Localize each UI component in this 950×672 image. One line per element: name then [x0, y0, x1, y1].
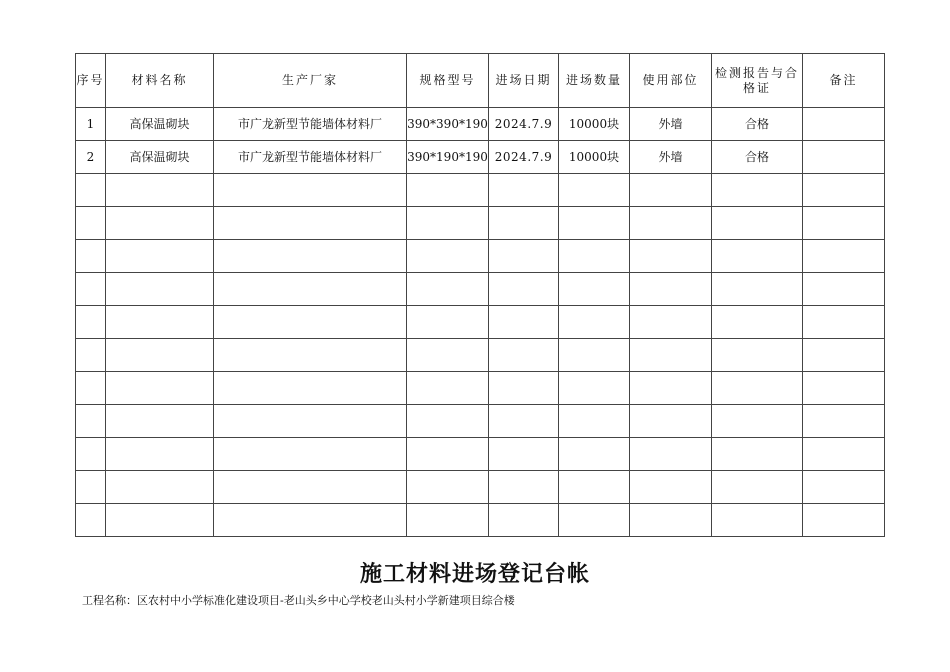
header-date: 进场日期: [489, 54, 559, 108]
empty-cell: [803, 240, 885, 273]
empty-cell: [712, 273, 803, 306]
ledger-body: [76, 108, 885, 537]
empty-cell: [106, 504, 214, 537]
empty-cell: [489, 273, 559, 306]
empty-cell: [803, 471, 885, 504]
empty-cell: [803, 504, 885, 537]
empty-cell: [76, 207, 106, 240]
empty-cell: [712, 306, 803, 339]
empty-cell: [76, 471, 106, 504]
empty-cell: [712, 174, 803, 207]
material-ledger-table: [75, 53, 885, 537]
empty-cell: [559, 405, 630, 438]
header-remark: 备注: [803, 54, 885, 108]
empty-cell: [630, 504, 712, 537]
cell-report: 合格: [712, 141, 803, 174]
empty-cell: [630, 306, 712, 339]
empty-cell: [489, 372, 559, 405]
empty-cell: [214, 405, 407, 438]
empty-cell: [106, 339, 214, 372]
empty-cell: [214, 174, 407, 207]
empty-cell: [106, 438, 214, 471]
empty-row: [76, 273, 885, 306]
empty-cell: [803, 339, 885, 372]
empty-cell: [76, 240, 106, 273]
empty-cell: [712, 372, 803, 405]
empty-cell: [407, 240, 489, 273]
empty-cell: [214, 372, 407, 405]
empty-cell: [630, 240, 712, 273]
empty-cell: [803, 306, 885, 339]
empty-cell: [489, 471, 559, 504]
empty-cell: [214, 240, 407, 273]
empty-cell: [489, 438, 559, 471]
empty-row: [76, 471, 885, 504]
cell-spec: 390*190*190: [407, 141, 489, 174]
project-name: 工程名称：区农村中小学标准化建设项目-老山头乡中心学校老山头村小学新建项目综合楼: [82, 594, 515, 607]
empty-cell: [803, 438, 885, 471]
empty-cell: [712, 438, 803, 471]
empty-cell: [712, 504, 803, 537]
empty-cell: [712, 471, 803, 504]
empty-cell: [559, 240, 630, 273]
header-row: [76, 54, 885, 108]
empty-cell: [803, 174, 885, 207]
cell-remark: [803, 108, 885, 141]
empty-cell: [489, 306, 559, 339]
empty-cell: [76, 372, 106, 405]
empty-cell: [630, 471, 712, 504]
empty-cell: [630, 438, 712, 471]
header-location: 使用部位: [630, 54, 712, 108]
empty-cell: [712, 405, 803, 438]
empty-cell: [559, 438, 630, 471]
empty-row: [76, 405, 885, 438]
empty-cell: [489, 405, 559, 438]
empty-cell: [214, 306, 407, 339]
empty-cell: [106, 174, 214, 207]
empty-cell: [106, 471, 214, 504]
empty-cell: [214, 273, 407, 306]
empty-cell: [106, 240, 214, 273]
header-manufacturer: 生产厂家: [214, 54, 407, 108]
empty-cell: [76, 273, 106, 306]
empty-cell: [559, 174, 630, 207]
empty-row: [76, 207, 885, 240]
empty-row: [76, 339, 885, 372]
empty-row: [76, 438, 885, 471]
empty-cell: [489, 174, 559, 207]
empty-cell: [803, 405, 885, 438]
header-spec: 规格型号: [407, 54, 489, 108]
header-report: 检测报告与合格证: [712, 54, 803, 108]
empty-row: [76, 306, 885, 339]
empty-cell: [559, 273, 630, 306]
header-material: 材料名称: [106, 54, 214, 108]
empty-cell: [214, 207, 407, 240]
empty-cell: [76, 504, 106, 537]
empty-cell: [214, 438, 407, 471]
empty-cell: [106, 405, 214, 438]
empty-cell: [489, 207, 559, 240]
empty-cell: [630, 339, 712, 372]
empty-cell: [76, 306, 106, 339]
empty-cell: [106, 273, 214, 306]
cell-seq: 2: [76, 141, 106, 174]
cell-manufacturer: 市广龙新型节能墙体材料厂: [214, 141, 407, 174]
page-title: 施工材料进场登记台帐: [359, 561, 590, 587]
cell-location: 外墙: [630, 108, 712, 141]
empty-cell: [630, 405, 712, 438]
empty-cell: [712, 339, 803, 372]
empty-cell: [106, 306, 214, 339]
empty-cell: [712, 240, 803, 273]
empty-cell: [106, 207, 214, 240]
empty-cell: [803, 372, 885, 405]
empty-row: [76, 174, 885, 207]
table-row: [76, 108, 885, 141]
header-seq: 序号: [76, 54, 106, 108]
empty-cell: [559, 471, 630, 504]
cell-spec: 390*390*190: [407, 108, 489, 141]
empty-cell: [630, 174, 712, 207]
table-row: [76, 141, 885, 174]
empty-cell: [407, 174, 489, 207]
empty-cell: [712, 207, 803, 240]
empty-cell: [407, 471, 489, 504]
empty-cell: [489, 504, 559, 537]
empty-cell: [214, 339, 407, 372]
empty-cell: [630, 273, 712, 306]
empty-cell: [214, 504, 407, 537]
empty-cell: [407, 339, 489, 372]
empty-cell: [630, 372, 712, 405]
empty-cell: [630, 207, 712, 240]
empty-cell: [559, 504, 630, 537]
cell-material: 高保温砌块: [106, 108, 214, 141]
empty-cell: [559, 339, 630, 372]
empty-cell: [106, 372, 214, 405]
empty-cell: [407, 273, 489, 306]
cell-report: 合格: [712, 108, 803, 141]
empty-cell: [76, 438, 106, 471]
empty-cell: [489, 339, 559, 372]
empty-cell: [76, 174, 106, 207]
cell-seq: 1: [76, 108, 106, 141]
empty-cell: [803, 207, 885, 240]
empty-row: [76, 240, 885, 273]
empty-cell: [407, 405, 489, 438]
empty-row: [76, 504, 885, 537]
empty-cell: [407, 438, 489, 471]
cell-material: 高保温砌块: [106, 141, 214, 174]
empty-cell: [407, 504, 489, 537]
empty-cell: [559, 207, 630, 240]
cell-remark: [803, 141, 885, 174]
empty-cell: [76, 339, 106, 372]
empty-row: [76, 372, 885, 405]
header-quantity: 进场数量: [559, 54, 630, 108]
empty-cell: [214, 471, 407, 504]
empty-cell: [559, 372, 630, 405]
cell-quantity: 10000块: [559, 108, 630, 141]
empty-cell: [489, 240, 559, 273]
cell-manufacturer: 市广龙新型节能墙体材料厂: [214, 108, 407, 141]
cell-quantity: 10000块: [559, 141, 630, 174]
empty-cell: [407, 207, 489, 240]
cell-date: 2024.7.9: [489, 141, 559, 174]
empty-cell: [803, 273, 885, 306]
cell-date: 2024.7.9: [489, 108, 559, 141]
empty-cell: [76, 405, 106, 438]
cell-location: 外墙: [630, 141, 712, 174]
empty-cell: [407, 372, 489, 405]
empty-cell: [407, 306, 489, 339]
empty-cell: [559, 306, 630, 339]
